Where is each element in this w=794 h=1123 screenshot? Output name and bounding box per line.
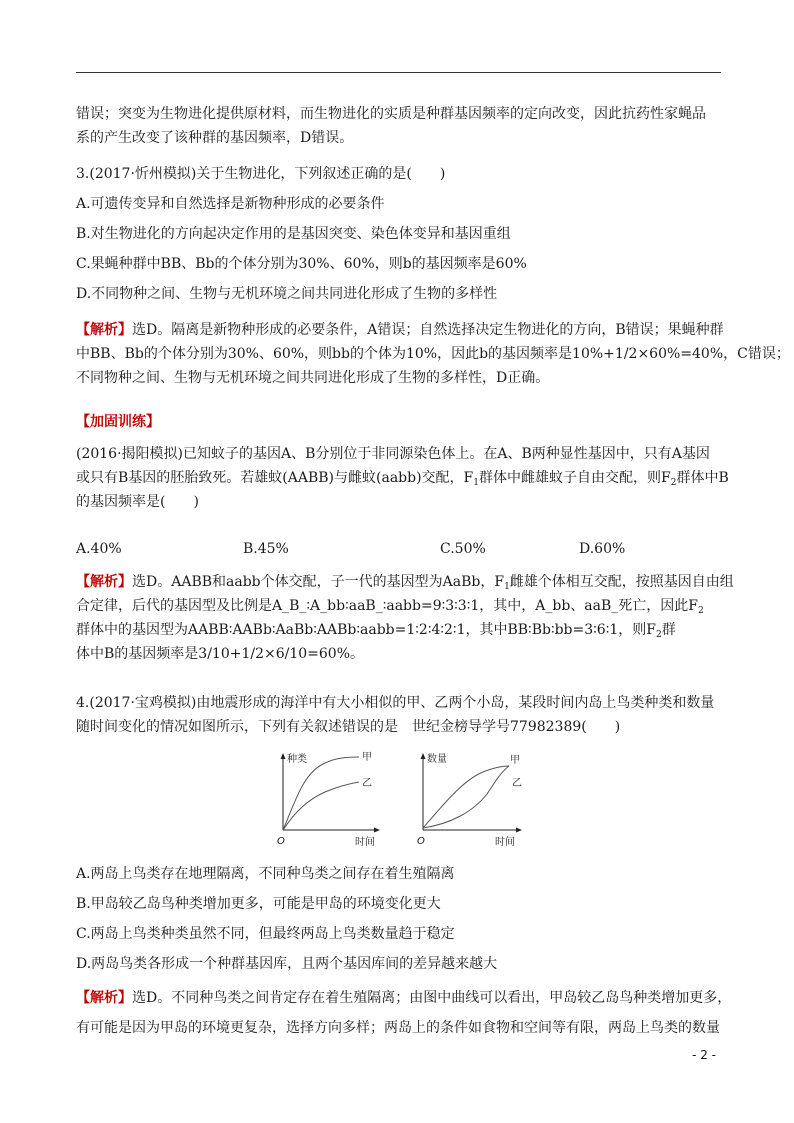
option-b: B.45% <box>243 541 289 557</box>
y-axis-arrow <box>281 753 286 759</box>
reinforce-tag: 【加固训练】 <box>76 414 160 430</box>
curve-jia <box>423 766 509 828</box>
left-ylabel: 种类 <box>287 754 307 765</box>
option-d: D.不同物种之间、生物与无机环境之间共同进化形成了生物的多样性 <box>76 286 498 302</box>
reinforce-stem-2c: 群体中B <box>676 470 729 486</box>
question-stem: 4.(2017·宝鸡模拟)由地震形成的海洋中有大小相似的甲、乙两个小岛，某段时间内岛上鸟类种类和数量 <box>76 695 715 711</box>
analysis-text: 群 <box>661 622 676 638</box>
x-axis-arrow <box>516 828 522 833</box>
reinforce-stem-1: (2016·揭阳模拟)已知蚊子的基因A、B分别位于非同源染色体上。在A、B两种显性基因中，只有A基因 <box>76 446 710 462</box>
option-c: C.果蝇种群中BB、Bb的个体分别为30%、60%，则b的基因频率是60% <box>76 256 527 272</box>
question-4-analysis <box>76 986 732 1040</box>
right-graph <box>417 752 522 848</box>
option-b: B.甲岛较乙岛鸟种类增加更多，可能是甲岛的环境变化更大 <box>76 896 441 912</box>
analysis-text: 雌雄个体相互交配，按照基因自由组 <box>509 574 734 590</box>
analysis-text: 选D。隔离是新物种形成的必要条件，A错误；自然选择决定生物进化的方向，B错误；果蝇种群 <box>132 322 724 338</box>
question-stem: 随时间变化的情况如图所示，下列有关叙述错误的是 世纪金榜导学号77982389( ) <box>76 719 621 735</box>
analysis-line-3 <box>76 618 721 642</box>
continuation-text <box>76 102 721 150</box>
analysis-text: 不同物种之间、生物与无机环境之间共同进化形成了生物的多样性，D正确。 <box>76 370 550 386</box>
question-4 <box>76 691 721 739</box>
left-xlabel: 时间 <box>355 837 375 848</box>
analysis-tag: 【解析】 <box>76 574 132 590</box>
left-label-yi: 乙 <box>362 778 372 789</box>
option-c: C.两岛上鸟类种类虽然不同，但最终两岛上鸟类数量趋于稳定 <box>76 926 455 942</box>
analysis-tag: 【解析】 <box>76 990 132 1006</box>
question-4-figure <box>265 750 535 855</box>
analysis-text: 选D。AABB和aabb个体交配，子一代的基因型为AaBb，F <box>132 574 505 590</box>
subscript: 1 <box>504 582 510 592</box>
analysis-text: 中BB、Bb的个体分别为30%、60%，则bb的个体为10%，因此b的基因频率是10%+1/2×60%=40%，C错误； <box>76 346 790 362</box>
analysis-line-2 <box>76 594 721 618</box>
question-stem: 3.(2017·忻州模拟)关于生物进化，下列叙述正确的是( ) <box>76 166 446 182</box>
left-origin: O <box>277 836 285 847</box>
subscript: 2 <box>697 606 704 616</box>
analysis-text: 体中B的基因频率是3/10+1/2×6/10=60%。 <box>76 646 365 662</box>
right-label-yi: 乙 <box>512 778 522 789</box>
curve-yi <box>423 766 509 828</box>
reinforce-stem-3: 的基因频率是( ) <box>76 494 199 510</box>
page-number: - 2 - <box>692 1048 716 1062</box>
question-3-analysis <box>76 318 790 390</box>
curve-yi <box>283 782 359 830</box>
subscript: 1 <box>473 478 479 488</box>
right-xlabel: 时间 <box>495 837 515 848</box>
text-line: 错误；突变为生物进化提供原材料，而生物进化的实质是种群基因频率的定向改变，因此抗药性家蝇品 <box>76 106 706 122</box>
analysis-text: 合定律，后代的基因型及比例是A_B_∶A_bb∶aaB_∶aabb=9∶3∶3∶1，其中，A_bb、aaB_死亡，因此F <box>76 598 698 614</box>
left-label-jia: 甲 <box>362 752 372 763</box>
question-3 <box>76 162 721 306</box>
option-c: C.50% <box>440 541 486 557</box>
header-rule <box>76 72 721 73</box>
text-line: 系的产生改变了该种群的基因频率，D错误。 <box>76 130 354 146</box>
x-axis-arrow <box>374 828 380 833</box>
right-label-jia: 甲 <box>510 755 520 766</box>
reinforce-analysis <box>76 570 734 666</box>
question-4-options <box>76 862 721 976</box>
y-axis-arrow <box>421 753 426 759</box>
option-a: A.40% <box>76 541 122 557</box>
reinforce-stem-2b: 群体中雌雄蚊子自由交配，则F <box>479 470 671 486</box>
subscript: 2 <box>655 630 662 640</box>
analysis-tag: 【解析】 <box>76 322 132 338</box>
figure-svg <box>265 750 535 855</box>
option-a: A.两岛上鸟类存在地理隔离，不同种鸟类之间存在着生殖隔离 <box>76 866 455 882</box>
left-graph <box>277 751 380 848</box>
option-d: D.60% <box>579 541 626 557</box>
analysis-text: 选D。不同种鸟类之间肯定存在着生殖隔离；由图中曲线可以看出，甲岛较乙岛鸟种类增加更多， <box>132 990 732 1006</box>
right-ylabel: 数量 <box>427 754 447 765</box>
reinforce-options <box>76 537 721 561</box>
right-origin: O <box>417 836 425 847</box>
option-a: A.可遗传变异和自然选择是新物种形成的必要条件 <box>76 196 385 212</box>
analysis-text: 有可能是因为甲岛的环境更复杂，选择方向多样；两岛上的条件如食物和空间等有限，两岛上鸟类的数量 <box>76 1020 720 1036</box>
analysis-text: 群体中的基因型为AABB∶AABb∶AaBb∶AABb∶aabb=1∶2∶4∶2∶1，其中BB∶Bb∶bb=3∶6∶1，则F <box>76 622 656 638</box>
option-b: B.对生物进化的方向起决定作用的是基因突变、染色体变异和基因重组 <box>76 226 511 242</box>
reinforce-section <box>76 410 729 514</box>
reinforce-stem-2: 或只有B基因的胚胎致死。若雄蚊(AABB)与雌蚊(aabb)交配，F <box>76 470 474 486</box>
subscript: 2 <box>670 478 677 488</box>
option-d: D.两岛鸟类各形成一个种群基因库，且两个基因库间的差异越来越大 <box>76 956 498 972</box>
